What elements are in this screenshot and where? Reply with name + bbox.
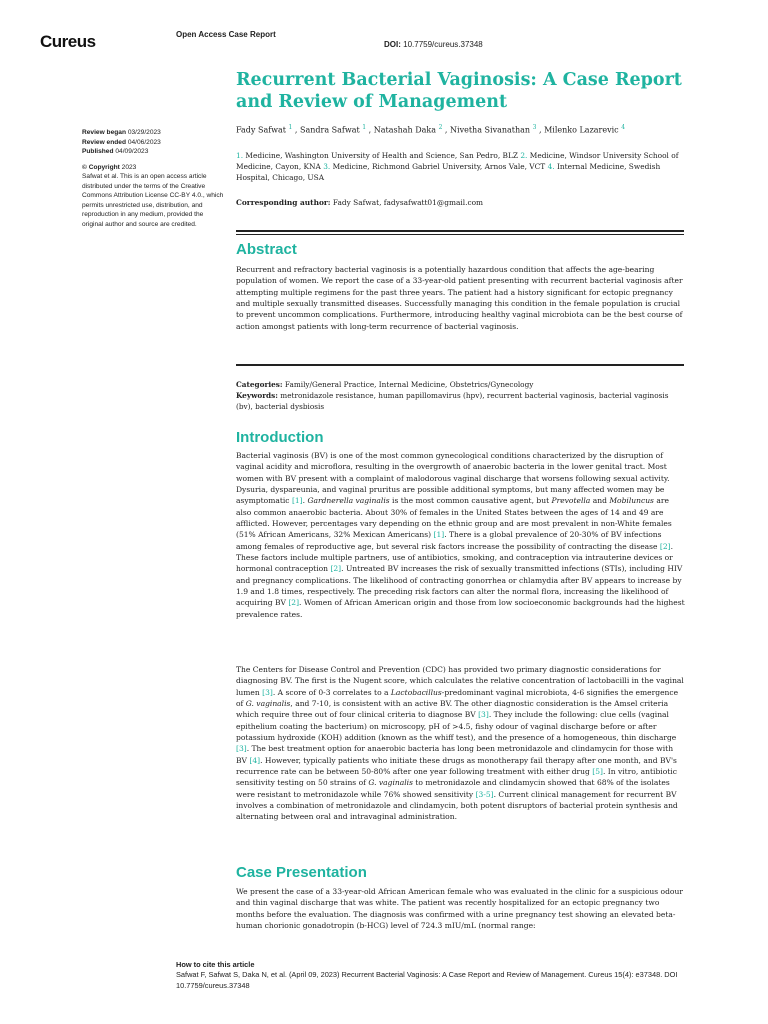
affiliation-text: Medicine, Richmond Gabriel University, Arnos Vale, VCT	[330, 162, 548, 171]
citation-link[interactable]: [2]	[288, 598, 300, 608]
citation-link[interactable]: [1]	[291, 496, 303, 506]
affiliation-number: 2.	[520, 151, 528, 160]
citation-link[interactable]: [4]	[249, 755, 261, 765]
keywords-label: Keywords:	[236, 390, 278, 400]
keywords-value: metronidazole resistance, human papillomavirus (hpv), recurrent bacterial vaginosis, bacterial vaginosis (bv), bacterial dysbiosis	[236, 390, 669, 411]
italic-term: Mobiluncus	[609, 496, 654, 506]
text-run: . These factors include multiple partners, use of antibiotics, smoking, and contraception via intrauterine devices or hormonal contraception	[236, 541, 674, 574]
text-run: . In vitro, antibiotic sensitivity testing on 50 strains of	[236, 767, 677, 788]
author-affiliation-number: 1	[288, 124, 293, 131]
text-run: are also common anaerobic bacteria. About 30% of females in the United States between the ages of 14 and 49 are afflicted. However, percentages vary depending on the ethnic group and are most prevalent in non-White females (51% African Americans, 32% Mexican Americans)	[236, 496, 672, 540]
italic-term: G. vaginalis	[245, 699, 291, 709]
italic-term: Gardnerella vaginalis	[307, 496, 390, 506]
text-run: is the most common causative agent, but	[389, 496, 552, 506]
text-run: . The best treatment option for anaerobic bacteria has long been metronidazole and clindamycin for those with BV	[236, 744, 674, 765]
text-run: The Centers for Disease Control and Prevention (CDC) has provided two primary diagnostic considerations for diagnosing BV. The first is the Nugent score, which calculates the relative concentration of lactobacilli in the vaginal lumen	[236, 665, 684, 697]
published-date: 04/09/2023	[115, 148, 149, 155]
italic-term: G. vaginalis	[368, 778, 413, 788]
text-run: . There is a global prevalence of 20-30% of BV infections among females of reproductive age, but several risk factors increase the possibility of contracting the disease	[236, 530, 662, 551]
corresponding-label: Corresponding author:	[236, 198, 331, 207]
case-presentation-heading: Case Presentation	[236, 864, 367, 881]
author-affiliation-number: 2	[438, 124, 443, 131]
author-affiliation-number: 4	[621, 124, 626, 131]
article-type: Open Access Case Report	[176, 30, 276, 39]
author-affiliation-number: 3	[532, 124, 537, 131]
italic-term: Lactobacillus	[390, 687, 442, 697]
citation-link[interactable]: [5]	[592, 767, 603, 777]
corresponding-value[interactable]: Fady Safwat, fadysafwatt01@gmail.com	[330, 198, 484, 207]
categories-value: Family/General Practice, Internal Medicine, Obstetrics/Gynecology	[282, 380, 534, 389]
categories-block	[236, 380, 686, 412]
citation-link[interactable]: [2]	[330, 564, 342, 574]
review-ended-date: 04/06/2023	[127, 138, 161, 146]
text-run: . They include the following: clue cells (vaginal epithelium coating the bacterium) on microscopy, pH of >4.5, fishy odour of vaginal discharge before or after potassium hydroxide (KOH) addition (known as the whiff test), and the presence of a homogeneous, thin discharge	[236, 710, 677, 743]
review-began-date: 03/29/2023	[127, 129, 161, 136]
divider	[236, 230, 684, 232]
doi-label: DOI:	[384, 40, 401, 49]
author-separator: ,	[442, 125, 451, 135]
author-name: Natashah Daka	[373, 125, 439, 135]
keywords-line	[236, 391, 686, 413]
review-began	[82, 128, 224, 138]
italic-term: Prevotella	[551, 496, 591, 506]
text-run: . Untreated BV increases the risk of sexually transmitted infections (STIs), including HIV and pregnancy complications. The likelihood of contracting gonorrhea or chlamydia after BV appears to increase by 1.9 and 1.8 times, respectively. The preceding risk factors can alter the normal flora, increasing the likelihood of acquiring BV	[236, 564, 683, 608]
copyright	[82, 163, 224, 173]
abstract-text: Recurrent and refractory bacterial vaginosis is a potentially hazardous condition that affects the age-bearing population of women. We report the case of a 33-year-old patient presenting with recurrent bacterial vaginosis after attempting multiple regimens for the past three years. The patient had a history significant for ectopic pregnancy and multiple sexually transmitted diseases. Successfully managing this condition in the female population is crucial to prevent uncommon complications. Furthermore, introducing healthy vaginal microbiota can be the best course of action amongst patients with long-term recurrence of bacterial vaginosis.	[236, 265, 683, 331]
divider	[236, 364, 684, 366]
doi-line	[384, 40, 483, 49]
text-run: .	[302, 496, 308, 506]
author-name: Fady Safwat	[236, 125, 289, 135]
affiliation-number: 1.	[236, 151, 244, 160]
text-run: -predominant vaginal microbiota, 4-6 signifies the emergence of	[236, 687, 679, 709]
author-affiliation-number: 1	[362, 124, 367, 131]
case-paragraph-1: We present the case of a 33-year-old African American female who was evaluated in the clinic for a suspicious odour and thin vaginal discharge that was white. The patient was recently hospitalized for an ectopic pregnancy two months before the evaluation. The diagnosis was confirmed with a urine pregnancy test showing an elevated beta-human chorionic gonadotropin (b-HCG) level of 724.3 mIU/mL (normal range:	[236, 887, 683, 931]
text-run: . Women of African American origin and those from low socioeconomic backgrounds had the highest prevalence rates.	[236, 598, 685, 619]
affiliation-text: Internal Medicine, Swedish Hospital, Chicago, USA	[236, 162, 661, 182]
copyright-year: 2023	[121, 163, 137, 171]
text-run: Bacterial vaginosis (BV) is one of the most common gynecological conditions characterized by the disruption of vaginal acidity and microflora, resulting in the overgrowth of anaerobic bacteria in the lower genital tract. Most women with BV present with a complaint of malodorous vaginal discharge that worsens following sexual activity. Dysuria, dyspareunia, and vaginal pruritus are possible additional symptoms, but many affected women may be asymptomatic	[236, 451, 670, 506]
affiliations	[236, 150, 686, 183]
text-run: to metronidazole and clindamycin showed that 68% of the isolates were resistant to metronidazole while 76% showed sensitivity	[236, 778, 670, 799]
sidebar-meta	[82, 128, 224, 229]
review-began-label: Review began	[82, 129, 126, 136]
doi-value[interactable]: 10.7759/cureus.37348	[403, 40, 483, 49]
categories-line	[236, 380, 686, 391]
author-name: Nivetha Sivanathan	[450, 125, 533, 135]
how-to-cite-text: Safwat F, Safwat S, Daka N, et al. (April 09, 2023) Recurrent Bacterial Vaginosis: A Case Report and Review of Management. Cureus 15(4): e37348. DOI 10.7759/cureus.37348	[176, 970, 678, 990]
divider	[236, 234, 684, 235]
text-run: . Current clinical management for recurrent BV involves a combination of metronidazole and clindamycin, both potent disruptors of bacterial protein synthesis and alternating between oral and intravaginal administration.	[236, 789, 678, 822]
affiliation-text: Medicine, Washington University of Health and Science, San Pedro, BLZ	[243, 151, 521, 160]
author-separator: ,	[536, 125, 545, 135]
affiliation-text: Medicine, Windsor University School of Medicine, Cayon, KNA	[236, 151, 679, 171]
review-ended-label: Review ended	[82, 138, 126, 146]
citation-link[interactable]: [3]	[236, 744, 247, 754]
text-run: , and 7-10, is consistent with an active BV. The other diagnostic consideration is the Amsel criteria which require three out of four clinical criteria to diagnose BV	[236, 699, 669, 720]
author-name: Sandra Safwat	[300, 125, 363, 135]
author-name: Milenko Lazarevic	[544, 125, 622, 135]
text-run: . A score of 0-3 correlates to a	[272, 687, 391, 697]
author-separator: ,	[366, 125, 374, 135]
abstract-heading: Abstract	[236, 241, 297, 258]
citation-link[interactable]: [3]	[262, 687, 273, 697]
affiliation-number: 4.	[547, 162, 555, 171]
journal-logo: Cureus	[40, 32, 96, 51]
intro-paragraph-2	[236, 664, 686, 823]
introduction-heading: Introduction	[236, 429, 324, 446]
article-title: Recurrent Bacterial Vaginosis: A Case Report and Review of Management	[236, 70, 682, 112]
author-separator: ,	[292, 125, 301, 135]
published	[82, 147, 224, 157]
published-label: Published	[82, 148, 114, 155]
citation-link[interactable]: [1]	[433, 530, 445, 540]
citation-link[interactable]: [3]	[478, 710, 489, 720]
citation-link[interactable]: [2]	[659, 541, 671, 551]
text-run: and	[590, 496, 610, 506]
review-ended	[82, 138, 224, 148]
how-to-cite-heading: How to cite this article	[176, 960, 255, 969]
corresponding-author	[236, 198, 686, 207]
categories-label: Categories:	[236, 380, 283, 389]
affiliation-number: 3.	[323, 162, 331, 171]
intro-paragraph-1	[236, 450, 686, 620]
author-list	[236, 122, 706, 137]
license-text: Safwat et al. This is an open access article distributed under the terms of the Creative Commons Attribution License CC-BY 4.0., which permits unrestricted use, distribution, and reproduction in any medium, provided the original author and source are credited.	[82, 173, 224, 228]
text-run: . However, typically patients who initiate these drugs as monotherapy fail therapy after one month, and BV's recurrence rate can be between 50-80% after one year following treatment with either drug	[236, 755, 677, 777]
citation-link[interactable]: [3-5]	[475, 789, 494, 799]
copyright-label: © Copyright	[82, 163, 120, 171]
